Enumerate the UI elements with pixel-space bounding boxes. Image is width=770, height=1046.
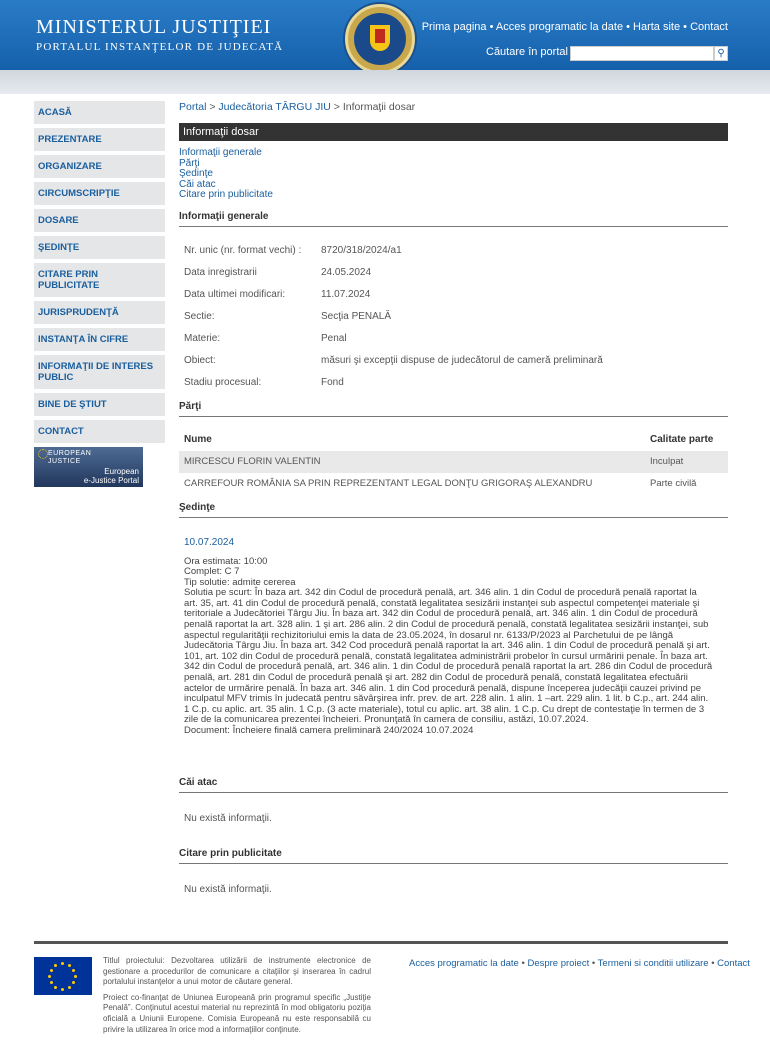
party-role: Parte civilă [650,478,697,489]
info-value: 11.07.2024 [321,288,371,300]
nav-item-circumscriptie[interactable]: CIRCUMSCRIPŢIE [34,182,165,205]
hearing-line: Judecătoria Târgu Jiu. În baza art. 342 Cod procedură penală raportat la art. 346 alin. 1 din Codul de procedură penală şi art. [184,640,710,652]
coat-of-arms-logo[interactable] [345,4,415,74]
hearing-line: 1 C.p. cu aplic. art. 35 alin. 1 C.p. (3 acte materiale), totul cu aplic. art. 38 alin. 1 C.p. Cu drept de contestaţie în termen de 3 [184,703,705,715]
ejustice-bottom-text [84,467,139,485]
section-heading-sedinte: Şedinţe [179,502,728,518]
hearing-line: zile de la comunicarea prezentei încheieri. Pronunţată în camera de consiliu, astăzi, 10.07.2024. [184,714,589,726]
info-row [179,311,728,333]
hearing-line: art. 35, art. 41 din Codul de procedură penală, constată legalitatea sesizării instanţei sub aspectul competenţei materiale şi [184,597,700,609]
hearing-line: teritoriale a Judecătoriei Târgu Jiu. În baza art. 342 din Codul de procedură penală, art. 346 alin. 1 din Codul de procedură [184,608,698,620]
info-row [179,355,728,377]
top-link-sitemap[interactable]: Harta site [633,21,681,33]
footer [34,941,750,1034]
breadcrumb-portal[interactable]: Portal [179,101,207,113]
table-row [179,451,728,473]
nav-item-informatii-interes-public[interactable]: INFORMAŢII DE INTERES PUBLIC [34,355,165,389]
nav-item-contact[interactable]: CONTACT [34,420,165,443]
nav-item-dosare[interactable]: DOSARE [34,209,165,232]
section-heading-general: Informaţii generale [179,211,728,227]
general-info-list [179,245,728,399]
info-row [179,267,728,289]
info-key: Data ultimei modificari: [184,288,286,300]
search-input[interactable] [570,46,714,61]
top-links: Prima pagina • Acces programatic la date • Harta site • Contact [421,21,728,33]
search-label: Căutare în portal [486,46,568,58]
info-key: Stadiu procesual: [184,376,262,388]
col-header-calitate: Calitate parte [650,434,714,445]
nav-item-sedinte[interactable]: ŞEDINŢE [34,236,165,259]
footer-link-despre[interactable]: Despre proiect [527,958,590,969]
info-row [179,245,728,267]
anchor-informatii-generale[interactable]: Informaţii generale [179,147,262,158]
breadcrumb: Portal > Judecătoria TÂRGU JIU > Informaţii dosar [179,101,416,113]
anchor-citare[interactable]: Citare prin publicitate [179,189,273,200]
ej-line2: JUSTICE [48,458,81,465]
nav-item-acasa[interactable]: ACASĂ [34,101,165,124]
footer-link-api[interactable]: Acces programatic la date [409,958,519,969]
hearing-line: penală raportat la art. 328 alin. 1 şi art. 286 alin. 2 din Codul de procedură penală, constată legalitatea sesizării instanţei, sub [184,619,709,631]
info-value: Penal [321,332,347,344]
main-content [179,101,728,895]
page-title: Informaţii dosar [179,123,728,141]
header-band [0,70,770,94]
logo-inner [354,13,406,65]
parti-table [179,429,728,495]
footer-link-termeni[interactable]: Termeni si conditii utilizare [597,958,709,969]
eu-stars-icon [38,449,48,459]
table-header-row [179,429,728,451]
section-heading-cai-atac: Căi atac [179,777,728,793]
hearing-details [184,557,728,737]
header [0,0,770,70]
hearing-line: penală, art. 281 din Codul de procedură penală şi art. 282 din Codul de procedură penală, constată legalitatea efectuării [184,672,688,684]
footer-project-title: Titlul proiectului: Dezvoltarea utilizării de instrumente electronice de gestionare a procedurilor de comunicare a citaţiilor şi inserarea în cadrul portalului instanţelor a unui motor de căutare general. [103,956,371,987]
anchor-sedinte[interactable]: Şedinţe [179,168,213,179]
hearing-line: Solutia pe scurt: În baza art. 342 din Codul de procedură penală, art. 346 alin. 1 din Codul de procedură penală raportat la [184,587,697,599]
hearing-line: aspectul regularităţii rechizitoriului emis la data de 23.05.2024, în dosarul nr. 6133/P/2023 al Parchetului de pe lângă [184,629,674,641]
nav-item-bine-de-stiut[interactable]: BINE DE ŞTIUT [34,393,165,416]
info-value: 24.05.2024 [321,266,372,278]
hearing-line: actelor de urmărire penală. În baza art. 346 alin. 1 din Cod procedură penală, dispune începerea judecăţii cauzei privind pe [184,682,702,694]
site-title: MINISTERUL JUSTIŢIEI [36,16,272,38]
section-anchors [179,148,728,201]
anchor-cai-atac[interactable]: Căi atac [179,178,216,190]
info-key: Data inregistrarii [184,266,257,278]
ej-line4: e-Justice Portal [83,476,139,485]
ejustice-top-text [48,450,91,466]
info-key: Materie: [184,332,221,344]
party-name: CARREFOUR ROMÂNIA SA PRIN REPREZENTANT LEGAL DONŢU GRIGORAŞ ALEXANDRU [184,478,593,489]
info-key: Sectie: [184,310,215,322]
nav-item-citare[interactable]: CITARE PRIN PUBLICITATE [34,263,165,297]
info-key: Obiect: [184,354,216,366]
search-icon[interactable]: ⚲ [714,46,728,61]
footer-links: Acces programatic la date • Despre proiect • Termeni si conditii utilizare • Contact [409,958,750,969]
info-row [179,333,728,355]
hearing-line: Complet: C 7 [184,566,240,578]
hearing-document-line: Document: Încheiere finală camera preliminară 240/2024 10.07.2024 [184,725,474,736]
party-role: Inculpat [645,451,728,473]
section-heading-parti: Părţi [179,401,728,417]
footer-disclaimer: Proiect co-finanţat de Uniunea Europeană prin programul specific „Justiţie Penală”. Conţinutul acestui material nu reprezintă în mod obligatoriu poziţia oficială a Uniunii Europene. Comisia Europeană nu este responsabilă cu privire la utilizarea în orice mod a informaţiilor conţinute. [103,992,371,1034]
top-link-home[interactable]: Prima pagina [421,21,487,33]
shield-icon [370,25,390,51]
nav-item-instanta-in-cifre[interactable]: INSTANŢA ÎN CIFRE [34,328,165,351]
hearing-line: inculpatul MFV trimis în judecată pentru săvârşirea infr. prev. de art. 228 alin. 1 alin. 1 –art. 229 alin. 1 lit. b C.p., art. 244 alin. [184,693,709,705]
info-value: Secţia PENALĂ [321,310,392,322]
site-subtitle: PORTALUL INSTANŢELOR DE JUDECATĂ [36,41,284,53]
ej-line3: European [104,467,139,476]
info-key: Nr. unic (nr. format vechi) : [184,244,302,256]
col-header-nume: Nume [184,434,212,445]
info-value: 8720/318/2024/a1 [321,244,402,256]
info-value: Fond [321,376,344,388]
cai-atac-empty: Nu există informaţii. [184,812,272,824]
hearing-line: 342 din Codul de procedură penală, art. 346 alin. 1 din Codul de procedură penală raportat la art. 286 din Codul de procedură [184,661,713,673]
hearing-line: Ora estimata: 10:00 [184,555,268,567]
breadcrumb-court[interactable]: Judecătoria TÂRGU JIU [218,101,331,113]
info-row [179,377,728,399]
hearing-date: 10.07.2024 [184,536,235,548]
footer-text [103,956,371,1035]
breadcrumb-current: Informaţii dosar [342,101,416,113]
info-row [179,289,728,311]
sidebar-nav [34,101,165,487]
hearing-line: 101, art. 102 din Codul de procedură penală, constată legalitatea administrării probelor în cursul urmăririi penale. În baza art. [184,650,708,662]
nav-item-organizare[interactable]: ORGANIZARE [34,155,165,178]
party-name: MIRCESCU FLORIN VALENTIN [179,451,645,473]
table-row [179,473,728,495]
top-link-contact[interactable]: Contact [690,21,728,33]
section-heading-citare: Citare prin publicitate [179,848,728,864]
ejustice-portal-banner[interactable] [34,447,143,487]
info-value: măsuri şi excepţii dispuse de judecătorul de cameră preliminară [321,354,603,366]
footer-link-contact[interactable]: Contact [717,958,750,969]
nav-item-jurisprudenta[interactable]: JURISPRUDENŢĂ [34,301,165,324]
ej-line1: EUROPEAN [48,450,92,457]
anchor-parti[interactable]: Părţi [179,157,200,169]
citare-empty: Nu există informaţii. [184,883,272,895]
nav-item-prezentare[interactable]: PREZENTARE [34,128,165,151]
eu-flag-icon [34,957,92,995]
top-link-api[interactable]: Acces programatic la date [495,21,624,33]
hearing-line: Tip solutie: admite cererea [184,576,296,588]
